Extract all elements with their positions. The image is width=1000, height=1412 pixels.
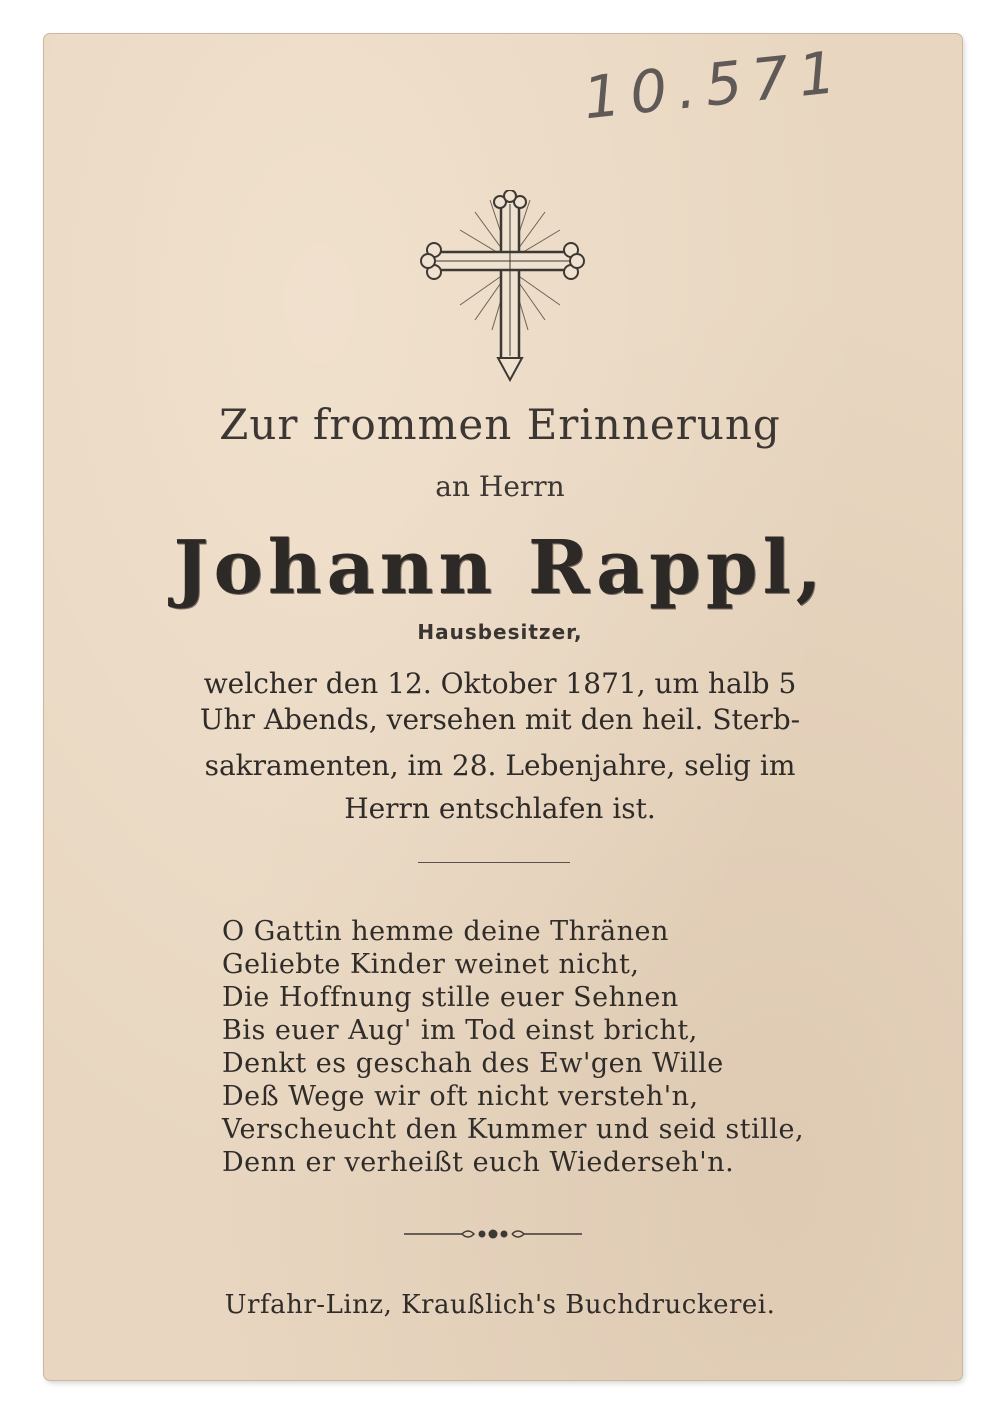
poem bbox=[222, 915, 822, 1179]
poem-line: Die Hoffnung stille euer Sehnen bbox=[222, 982, 679, 1013]
poem-line: O Gattin hemme deine Thränen bbox=[222, 916, 669, 947]
ornamental-divider-icon bbox=[402, 1222, 584, 1246]
poem-line: Verscheucht den Kummer und seid stille, bbox=[222, 1114, 805, 1145]
poem-line: Geliebte Kinder weinet nicht, bbox=[222, 949, 640, 980]
death-notice-line: Uhr Abends, versehen mit den heil. Sterb- bbox=[199, 703, 801, 736]
death-notice-line: welcher den 12. Oktober 1871, um halb 5 bbox=[203, 667, 797, 700]
poem-line: Bis euer Aug' im Tod einst bricht, bbox=[222, 1015, 698, 1046]
printer-imprint: Urfahr-Linz, Kraußlich's Buchdruckerei. bbox=[224, 1290, 776, 1320]
divider-rule bbox=[418, 862, 570, 863]
poem-line: Deß Wege wir oft nicht versteh'n, bbox=[222, 1081, 699, 1112]
radiant-cross-icon bbox=[420, 190, 585, 385]
handwritten-archive-number: 10.571 bbox=[580, 37, 849, 133]
poem-line: Denn er verheißt euch Wiederseh'n. bbox=[222, 1147, 735, 1178]
death-notice-line: Herrn entschlafen ist. bbox=[344, 792, 656, 825]
deceased-name: Johann Rappl, bbox=[173, 525, 827, 611]
death-notice-line: sakramenten, im 28. Lebenjahre, selig im bbox=[204, 749, 796, 782]
occupation: Hausbesitzer, bbox=[417, 620, 583, 644]
dedication-line: an Herrn bbox=[435, 470, 565, 503]
heading: Zur frommen Erinnerung bbox=[219, 400, 781, 449]
poem-line: Denkt es geschah des Ew'gen Wille bbox=[222, 1048, 724, 1079]
